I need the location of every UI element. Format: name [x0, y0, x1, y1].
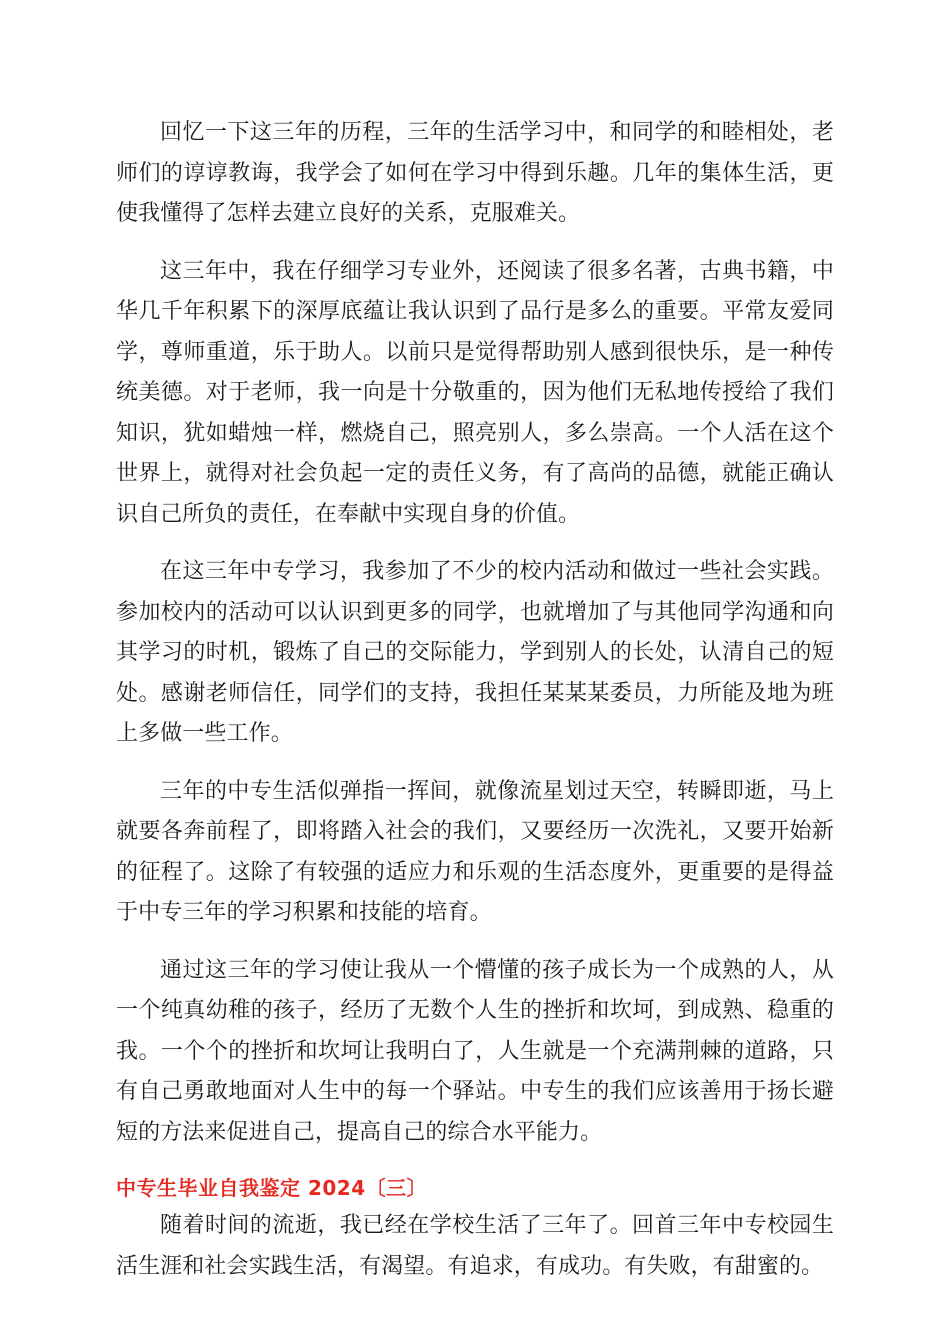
body-paragraph-5: 通过这三年的学习使让我从一个懵懂的孩子成长为一个成熟的人，从一个纯真幼稚的孩子，经历了无数个人生的挫折和坎坷，到成熟、稳重的我。一个个的挫折和坎坷让我明白了，人生就是一个充满荆棘的道路，只有自己勇敢地面对人生中的每一个驿站。中专生的我们应该善用于扬长避短的方法来促进自己，提高自己的综合水平能力。 [116, 957, 834, 1145]
body-paragraph-1: 回忆一下这三年的历程，三年的生活学习中，和同学的和睦相处，老师们的谆谆教诲，我学会了如何在学习中得到乐趣。几年的集体生活，更使我懂得了怎样去建立良好的关系，克服难关。 [116, 120, 834, 226]
body-paragraph-3: 在这三年中专学习，我参加了不少的校内活动和做过一些社会实践。参加校内的活动可以认识到更多的同学，也就增加了与其他同学沟通和向其学习的时机，锻炼了自己的交际能力，学到别人的长处，认清自己的短处。感谢老师信任，同学们的支持，我担任某某某委员，力所能及地为班上多做一些工作。 [116, 559, 834, 746]
section-paragraph: 随着时间的流逝，我已经在学校生活了三年了。回首三年中专校园生活生涯和社会实践生活，有渴望。有追求，有成功。有失败，有甜蜜的。 [116, 1213, 834, 1279]
document-page [116, 113, 834, 1304]
body-paragraph-4: 三年的中专生活似弹指一挥间，就像流星划过天空，转瞬即逝，马上就要各奔前程了，即将踏入社会的我们，又要经历一次洗礼，又要开始新的征程了。这除了有较强的适应力和乐观的生活态度外，更重要的是得益于中专三年的学习积累和技能的培育。 [116, 778, 834, 925]
section-heading: 中专生毕业自我鉴定 2024〔三〕 [116, 1176, 428, 1200]
body-paragraph-2: 这三年中，我在仔细学习专业外，还阅读了很多名著，古典书籍，中华几千年积累下的深厚底蕴让我认识到了品行是多么的重要。平常友爱同学，尊师重道，乐于助人。以前只是觉得帮助别人感到很快乐，是一种传统美德。对于老师，我一向是十分敬重的，因为他们无私地传授给了我们知识，犹如蜡烛一样，燃烧自己，照亮别人，多么崇高。一个人活在这个世界上，就得对社会负起一定的责任义务，有了高尚的品德，就能正确认识自己所负的责任，在奉献中实现自身的价值。 [116, 258, 834, 527]
